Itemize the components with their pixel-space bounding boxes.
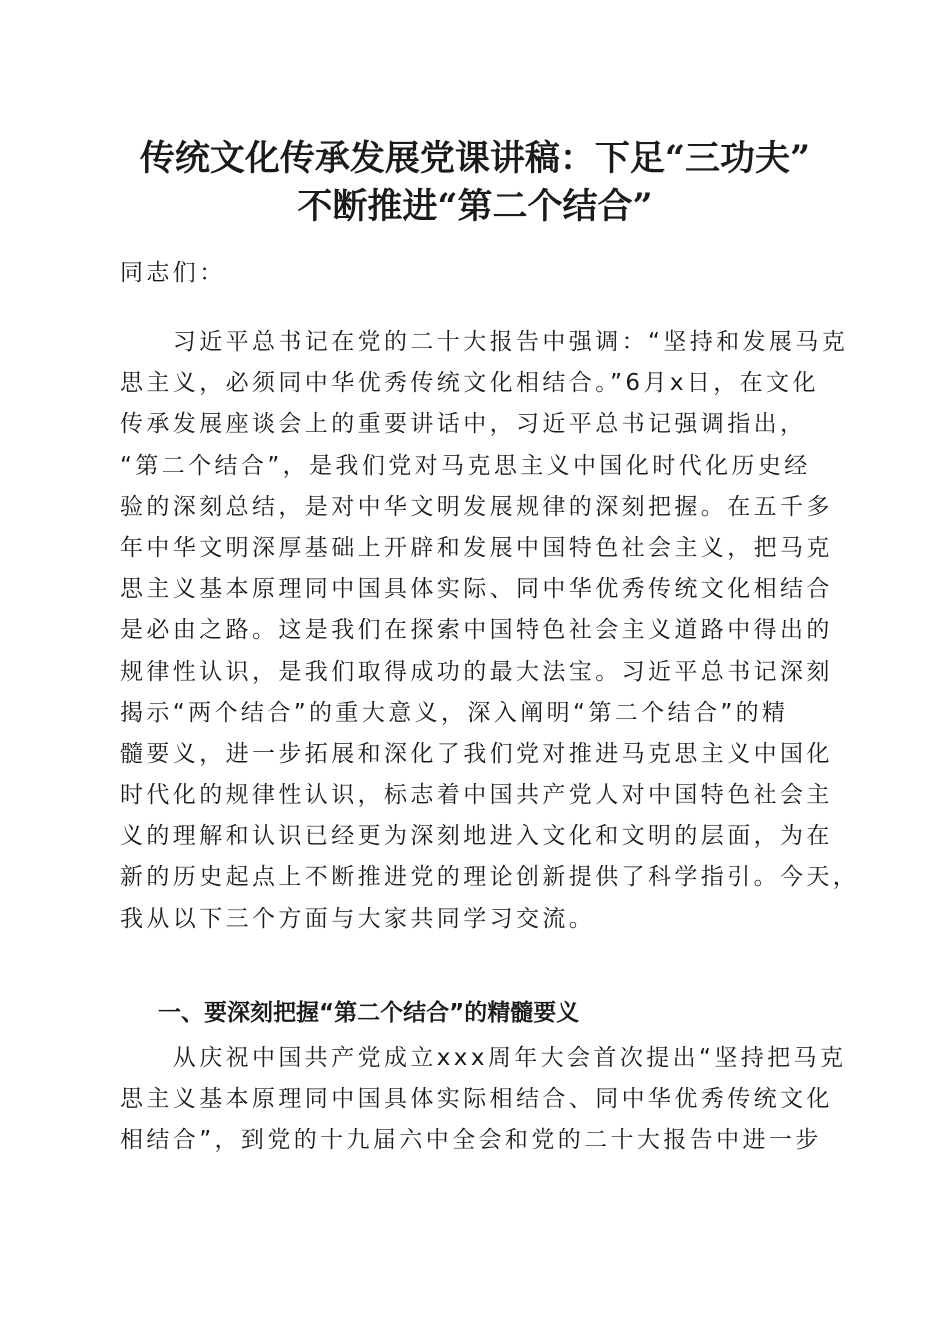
paragraph-2 <box>120 1038 847 1162</box>
paragraph-line: 思主义，必须同中华优秀传统文化相结合。”6月x日，在文化 <box>120 370 819 397</box>
greeting: 同志们： <box>120 260 226 286</box>
paragraph-line: 规律性认识，是我们取得成功的最大法宝。习近平总书记深刻 <box>120 658 833 685</box>
paragraph-1 <box>120 322 860 940</box>
paragraph-line: 髓要义，进一步拓展和深化了我们党对推进马克思主义中国化 <box>120 740 833 767</box>
paragraph-line: 我从以下三个方面与大家共同学习交流。 <box>120 905 596 932</box>
paragraph-line: “第二个结合”，是我们党对马克思主义中国化时代化历史经 <box>120 452 811 479</box>
paragraph-line: 揭示“两个结合”的重大意义，深入阐明“第二个结合”的精 <box>120 699 789 726</box>
document-title-line-1: 传统文化传承发展党课讲稿：下足“三功夫” <box>139 138 811 179</box>
paragraph-line: 从庆祝中国共产党成立xxx周年大会首次提出“坚持把马克 <box>120 1045 847 1071</box>
paragraph-line: 义的理解和认识已经更为深刻地进入文化和文明的层面，为在 <box>120 823 833 850</box>
paragraph-line: 传承发展座谈会上的重要讲话中，习近平总书记强调指出， <box>120 411 807 438</box>
paragraph-line: 思主义基本原理同中国具体实际、同中华优秀传统文化相结合 <box>120 576 833 603</box>
paragraph-line: 年中华文明深厚基础上开辟和发展中国特色社会主义，把马克 <box>120 534 833 561</box>
paragraph-line: 新的历史起点上不断推进党的理论创新提供了科学指引。今天， <box>120 864 860 891</box>
paragraph-line: 思主义基本原理同中国具体实际相结合、同中华优秀传统文化 <box>120 1086 833 1113</box>
paragraph-line: 习近平总书记在党的二十大报告中强调：“坚持和发展马克 <box>120 329 849 355</box>
document-title-line-2: 不断推进“第二个结合” <box>297 186 653 227</box>
paragraph-line: 时代化的规律性认识，标志着中国共产党人对中国特色社会主 <box>120 782 833 809</box>
paragraph-line: 验的深刻总结，是对中华文明发展规律的深刻把握。在五千多 <box>120 493 833 520</box>
paragraph-line: 相结合”，到党的十九届六中全会和党的二十大报告中进一步 <box>120 1127 822 1154</box>
section-heading-1: 一、要深刻把握“第二个结合”的精髓要义 <box>158 1000 580 1026</box>
paragraph-line: 是必由之路。这是我们在探索中国特色社会主义道路中得出的 <box>120 617 833 644</box>
